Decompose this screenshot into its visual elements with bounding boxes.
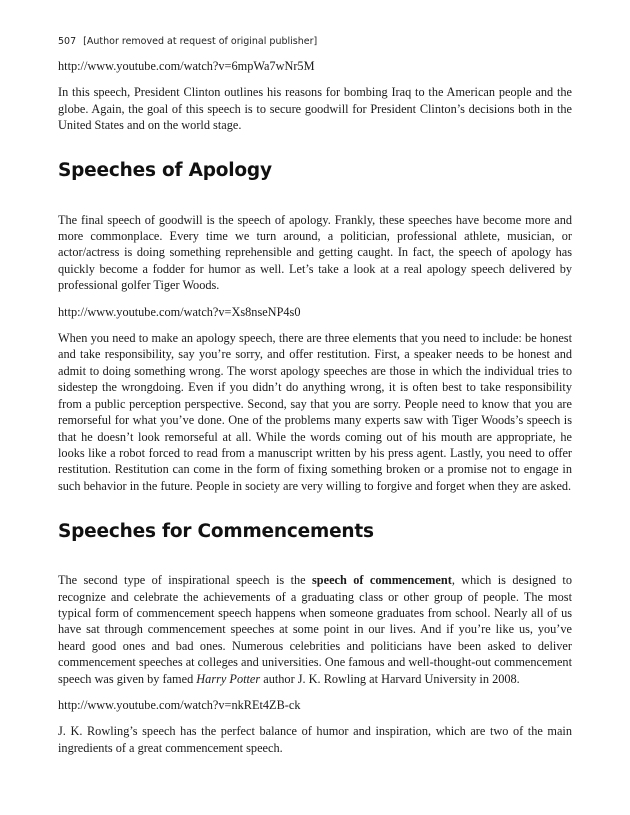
rowling-paragraph: J. K. Rowling’s speech has the perfect balance of humor and inspiration, which are two of the main ingredients of a great commencement speech.: [58, 724, 572, 755]
running-header: [58, 36, 572, 48]
page-number: 507: [58, 36, 77, 47]
commencement-text-end: author J. K. Rowling at Harvard University in 2008.: [260, 671, 520, 686]
apology-paragraph-elements: When you need to make an apology speech, there are three elements that you need to include: be honest and take responsibility, say you’re sorry, and offer restitution. First, a speaker needs to be honest and admit to doing something wrong. The worst apology speeches are those in which the individual tries to sidestep the wrongdoing. Even if you didn’t do anything wrong, it is often best to take responsibility from a public perception perspective. Second, say that you are sorry. People need to know that you are remorseful for what you’ve done. One of the problems many experts saw with Tiger Woods’s speech is that he doesn’t look remorseful at all. While the words coming out of his mouth are appropriate, he looks like a robot forced to read from a manuscript written by his press agent. Lastly, you need to offer restitution. Restitution can come in the form of fixing something broken or a promise not to engage in such behavior in the future. People in society are very willing to forgive and forget when they are asked.: [58, 331, 572, 493]
clinton-video-url[interactable]: http://www.youtube.com/watch?v=6mpWa7wNr5M: [58, 59, 315, 73]
rowling-video-url[interactable]: http://www.youtube.com/watch?v=nkREt4ZB-ck: [58, 697, 301, 712]
apology-heading: Speeches of Apology: [58, 159, 272, 181]
tiger-woods-video-url[interactable]: http://www.youtube.com/watch?v=Xs8nseNP4s0: [58, 304, 301, 319]
clinton-paragraph: In this speech, President Clinton outlines his reasons for bombing Iraq to the American people and the globe. Again, the goal of this speech is to secure goodwill for President Clinton’s decisions both in the United States and on the world stage.: [58, 85, 572, 133]
book-page: [58, 36, 572, 766]
apology-paragraph-intro: The final speech of goodwill is the speech of apology. Frankly, these speeches have become more and more commonplace. Every time we turn around, a politician, professional athlete, musician, or actor/actress is doing something reprehensible and getting caught. In fact, the speech of apology has quickly become a fodder for humor as well. Let’s take a look at a real apology speech delivered by professional golfer Tiger Woods.: [58, 212, 572, 293]
speech-of-commencement-term: speech of commencement: [312, 573, 452, 588]
harry-potter-title: Harry Potter: [196, 671, 261, 686]
author-note: [Author removed at request of original publisher]: [83, 36, 318, 47]
commencement-text-middle: , which is designed to recognize and celebrate the achievements of a graduating class or other group of people. The most typical form of commencement speech happens when someone graduates from school. Nearly all of us have sat through commencement speeches at some point in our lives. And if you’re like us, you’ve heard good ones and bad ones. Numerous celebrities and politicians have been asked to deliver commencement speeches at colleges and universities. One famous and well-thought-out commencement speech was given by famed: [58, 573, 572, 686]
commencement-text-start: The second type of inspirational speech is the: [58, 573, 312, 588]
commencement-heading: Speeches for Commencements: [58, 521, 374, 543]
commencement-paragraph-intro: [58, 572, 572, 687]
